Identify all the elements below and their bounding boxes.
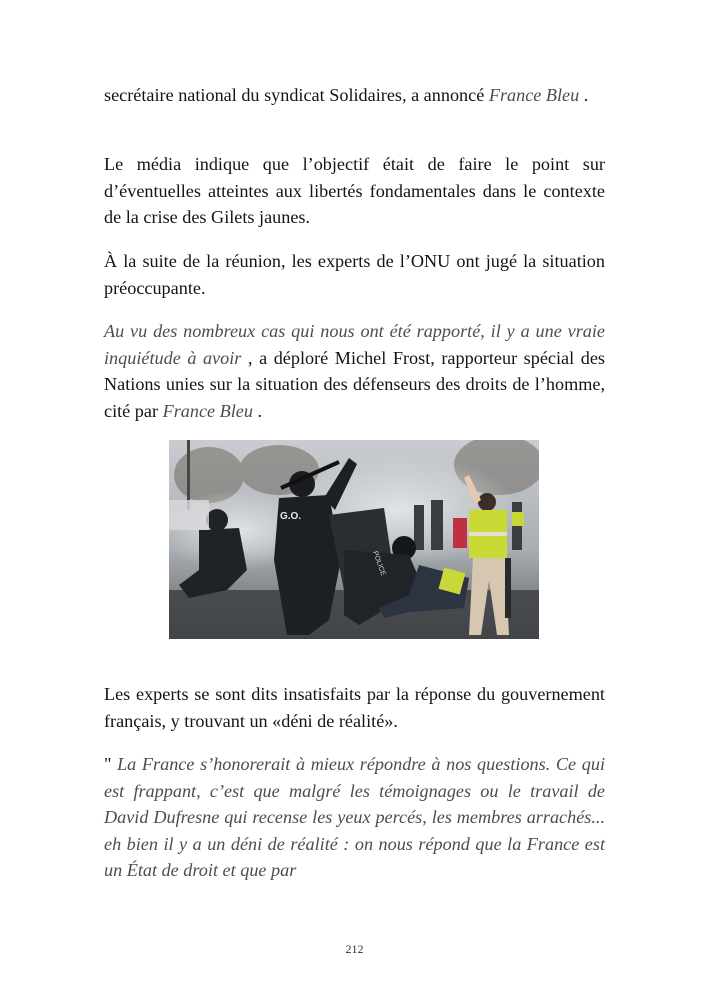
paragraph-1-end: . [579, 85, 589, 105]
paragraph-1-text: secrétaire national du syndicat Solidaires, a annoncé [104, 85, 489, 105]
paragraph-4 [104, 318, 605, 424]
opening-quote-mark: " [104, 754, 112, 774]
paragraph-1 [104, 82, 605, 109]
shield-label: POLICE [371, 550, 387, 577]
paragraph-6-text: La France s’honorerait à mieux répondre à nos questions. Ce qui est frappant, c’est que malgré les témoignages ou le travail de David Dufresne qui recense les yeux percés, les membres arrachés... eh bien il y a un déni de réalité : on nous répond que la France est un État de droit et que par [104, 754, 605, 880]
paragraph-2: Le média indique que l’objectif était de faire le point sur d’éventuelles atteintes aux libertés fondamentales dans le contexte de la crise des Gilets jaunes. [104, 154, 605, 227]
source-france-bleu-2: France Bleu [162, 400, 253, 421]
paragraph-5: Les experts se sont dits insatisfaits par la réponse du gouvernement français, y trouvant un «déni de réalité». [104, 684, 605, 731]
protest-photo [169, 440, 539, 639]
vehicle-left [169, 500, 209, 530]
paragraph-4-end: . [252, 400, 263, 421]
paragraph-4-text: , a déploré Michel Frost, rapporteur spécial des Nations unies sur la situation des défenseurs des droits de l’homme, cité par [104, 347, 605, 421]
quote-michel-frost: Au vu des nombreux cas qui nous ont été rapporté, il y a une vraie inquiétude à avoir [104, 321, 605, 368]
officer-vest-label: G.O. [280, 511, 302, 522]
protest-scene-illustration [169, 440, 539, 639]
background-yellow-vest [512, 512, 524, 526]
source-france-bleu-1: France Bleu [488, 85, 580, 105]
paragraph-3: À la suite de la réunion, les experts de l’ONU ont jugé la situation préoccupante. [104, 251, 605, 298]
paragraph-6-quote [104, 751, 605, 884]
page-number: 212 [345, 942, 364, 956]
